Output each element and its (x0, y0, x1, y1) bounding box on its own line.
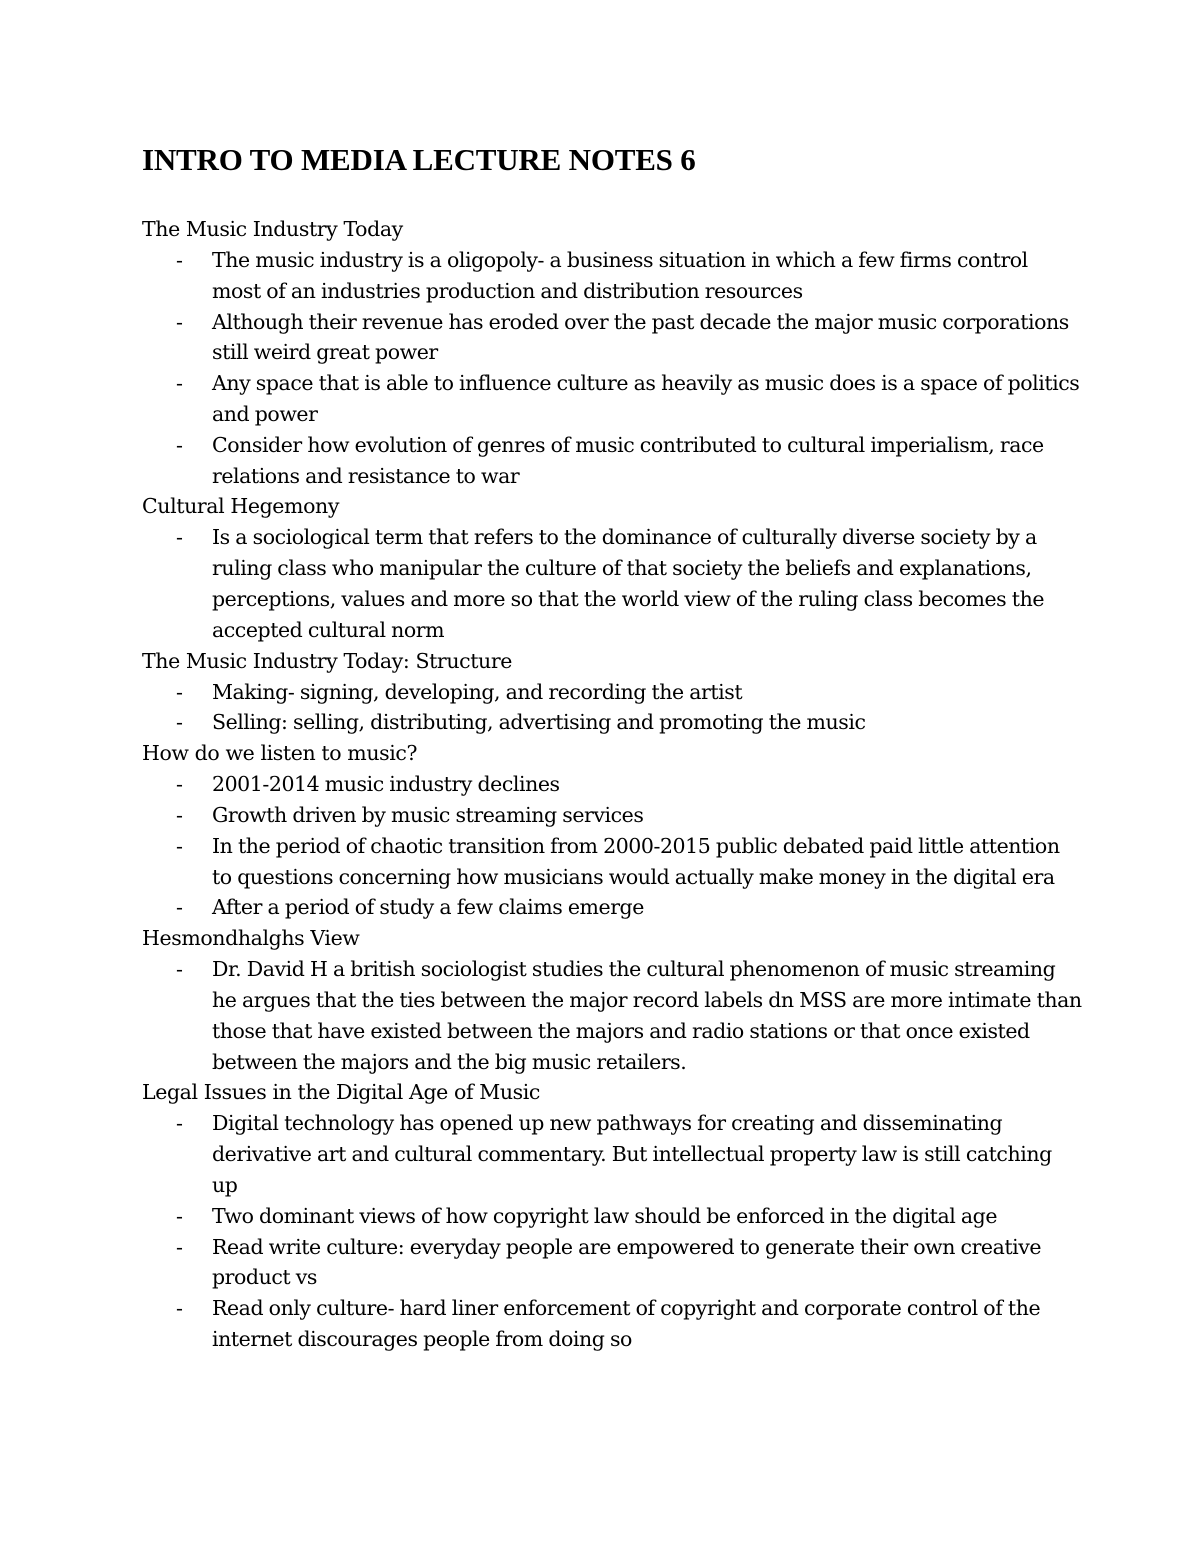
section-hesmondhalghs-view (142, 923, 1082, 1077)
bullet-text: Consider how evolution of genres of music contributed to cultural imperialism, race relations and resistance to war (212, 432, 1044, 488)
dash-marker: - (176, 432, 183, 457)
bullet-list (142, 769, 1082, 923)
bullet-item (142, 831, 1082, 893)
section-how-we-listen (142, 738, 1082, 923)
section-heading: The Music Industry Today: Structure (142, 648, 512, 673)
bullet-text: Read write culture: everyday people are empowered to generate their own creative product vs (212, 1234, 1042, 1290)
bullet-item (142, 522, 1082, 645)
dash-marker: - (176, 525, 183, 550)
dash-marker: - (176, 309, 183, 334)
section-heading: Hesmondhalghs View (142, 926, 360, 951)
bullet-text: 2001-2014 music industry declines (212, 772, 560, 797)
bullet-text: Although their revenue has eroded over the past decade the major music corporations still weird great power (212, 309, 1069, 365)
dash-marker: - (176, 833, 183, 858)
dash-marker: - (176, 1296, 183, 1321)
bullet-list (142, 1108, 1082, 1354)
section-music-industry-today (142, 214, 1082, 491)
bullet-text: Digital technology has opened up new pathways for creating and disseminating derivative art and cultural commentary. But intellectual property law is still catching up (212, 1111, 1052, 1197)
bullet-item (142, 769, 1082, 800)
bullet-item (142, 954, 1082, 1077)
dash-marker: - (176, 1111, 183, 1136)
bullet-item (142, 1108, 1082, 1200)
bullet-text: Any space that is able to influence culture as heavily as music does is a space of politics and power (212, 371, 1080, 426)
bullet-item (142, 307, 1082, 369)
bullet-text: The music industry is a oligopoly- a business situation in which a few firms control most of an industries production and distribution resources (212, 248, 1028, 303)
section-heading: Legal Issues in the Digital Age of Music (142, 1080, 541, 1105)
bullet-item (142, 892, 1082, 923)
bullet-text: Dr. David H a british sociologist studies the cultural phenomenon of music streaming he argues that the ties between the major record labels dn MSS are more intimate than those that have existed between the majors and radio stations or that once existed between the majors and the big music retailers. (212, 957, 1082, 1074)
bullet-text: Making- signing, developing, and recording the artist (212, 679, 743, 704)
bullet-item (142, 1232, 1082, 1294)
section-heading: How do we listen to music? (142, 741, 418, 766)
bullet-list (142, 522, 1082, 645)
document-title: INTRO TO MEDIA LECTURE NOTES 6 (142, 142, 696, 177)
bullet-text: In the period of chaotic transition from 2000-2015 public debated paid little attention to questions concerning how musicians would actually make money in the digital era (212, 833, 1060, 889)
dash-marker: - (176, 371, 183, 396)
document-page (142, 138, 1082, 1355)
section-legal-issues (142, 1077, 1082, 1354)
bullet-item (142, 1201, 1082, 1232)
bullet-item (142, 245, 1082, 307)
bullet-text: Selling: selling, distributing, advertising and promoting the music (212, 710, 866, 735)
dash-marker: - (176, 1234, 183, 1259)
section-industry-structure (142, 646, 1082, 739)
bullet-list (142, 677, 1082, 739)
section-cultural-hegemony (142, 491, 1082, 645)
bullet-text: Growth driven by music streaming services (212, 802, 644, 827)
bullet-item (142, 677, 1082, 708)
dash-marker: - (176, 710, 183, 735)
dash-marker: - (176, 1203, 183, 1228)
dash-marker: - (176, 895, 183, 920)
bullet-item (142, 707, 1082, 738)
dash-marker: - (176, 679, 183, 704)
bullet-text: Two dominant views of how copyright law should be enforced in the digital age (212, 1203, 998, 1228)
bullet-text: Read only culture- hard liner enforcement of copyright and corporate control of the internet discourages people from doing so (212, 1296, 1041, 1351)
section-heading: Cultural Hegemony (142, 494, 340, 519)
bullet-item (142, 430, 1082, 492)
bullet-item (142, 1293, 1082, 1355)
dash-marker: - (176, 772, 183, 797)
bullet-list (142, 245, 1082, 491)
bullet-text: Is a sociological term that refers to the dominance of culturally diverse society by a ruling class who manipular the culture of that society the beliefs and explanations, perceptions, values and more so that the world view of the ruling class becomes the accepted cultural norm (212, 525, 1045, 642)
section-heading: The Music Industry Today (142, 217, 403, 241)
bullet-list (142, 954, 1082, 1077)
bullet-item (142, 368, 1082, 430)
bullet-item (142, 800, 1082, 831)
dash-marker: - (176, 248, 183, 272)
dash-marker: - (176, 802, 183, 827)
dash-marker: - (176, 957, 183, 982)
bullet-text: After a period of study a few claims emerge (212, 895, 644, 920)
